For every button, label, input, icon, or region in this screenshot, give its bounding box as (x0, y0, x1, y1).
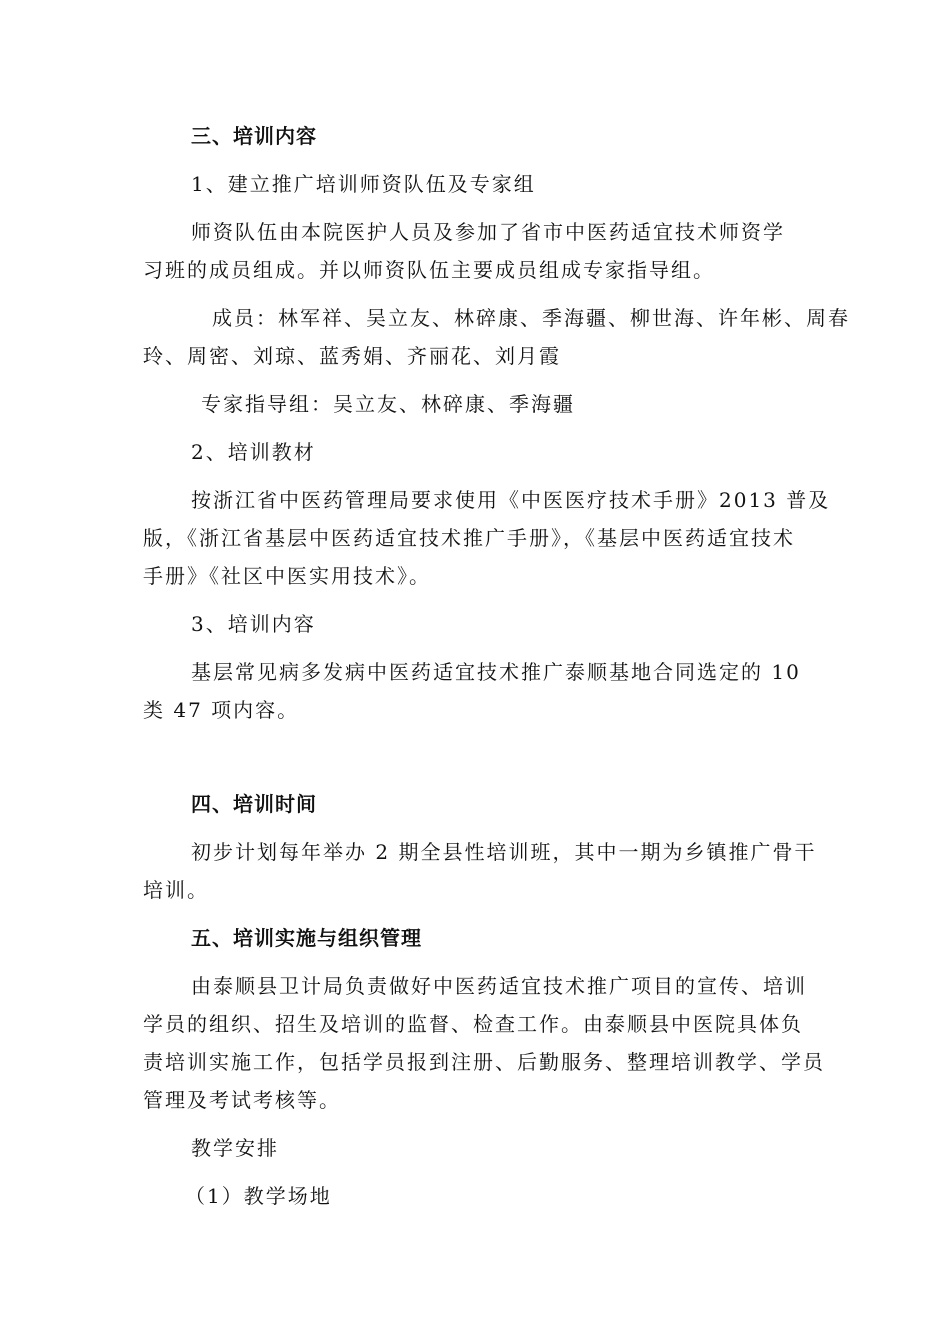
section-3-item-2-line-3: 手册》《社区中医实用技术》。 (143, 564, 431, 588)
section-5-line-1: 由泰顺县卫计局负责做好中医药适宜技术推广项目的宣传、培训 (191, 974, 807, 998)
section-4-line-2: 培训。 (143, 878, 209, 902)
section-3-item-2-line-2: 版，《浙江省基层中医药适宜技术推广手册》，《基层中医药适宜技术 (143, 526, 795, 550)
teaching-arrangement-title: 教学安排 (191, 1136, 279, 1160)
section-3-item-3-title: 3、培训内容 (191, 612, 316, 636)
section-4-heading: 四、培训时间 (191, 792, 317, 816)
section-4-line-1: 初步计划每年举办 2 期全县性培训班，其中一期为乡镇推广骨干 (191, 840, 817, 864)
members-line-1: 成员：林军祥、吴立友、林碎康、季海疆、柳世海、许年彬、周春 (212, 306, 850, 330)
section-3-item-3-line-2: 类 47 项内容。 (143, 698, 300, 722)
expert-group-line: 专家指导组：吴立友、林碎康、季海疆 (201, 392, 575, 416)
section-3-item-3-line-1: 基层常见病多发病中医药适宜技术推广泰顺基地合同选定的 10 (191, 660, 801, 684)
section-5-line-4: 管理及考试考核等。 (143, 1088, 341, 1112)
section-5-line-3: 责培训实施工作，包括学员报到注册、后勤服务、整理培训教学、学员 (143, 1050, 825, 1074)
section-5-line-2: 学员的组织、招生及培训的监督、检查工作。由泰顺县中医院具体负 (143, 1012, 803, 1036)
section-3-item-1-paragraph-line-1: 师资队伍由本院医护人员及参加了省市中医药适宜技术师资学 (191, 220, 785, 244)
section-3-item-1-paragraph-line-2: 习班的成员组成。并以师资队伍主要成员组成专家指导组。 (143, 258, 715, 282)
members-line-2: 玲、周密、刘琼、蓝秀娟、齐丽花、刘月霞 (143, 344, 561, 368)
section-3-heading: 三、培训内容 (191, 124, 317, 148)
teaching-venue-title: （1）教学场地 (185, 1184, 332, 1208)
section-3-item-2-title: 2、培训教材 (191, 440, 316, 464)
section-3-item-1-title: 1、建立推广培训师资队伍及专家组 (191, 172, 536, 196)
section-5-heading: 五、培训实施与组织管理 (191, 926, 422, 950)
section-3-item-2-line-1: 按浙江省中医药管理局要求使用《中医医疗技术手册》2013 普及 (191, 488, 831, 512)
